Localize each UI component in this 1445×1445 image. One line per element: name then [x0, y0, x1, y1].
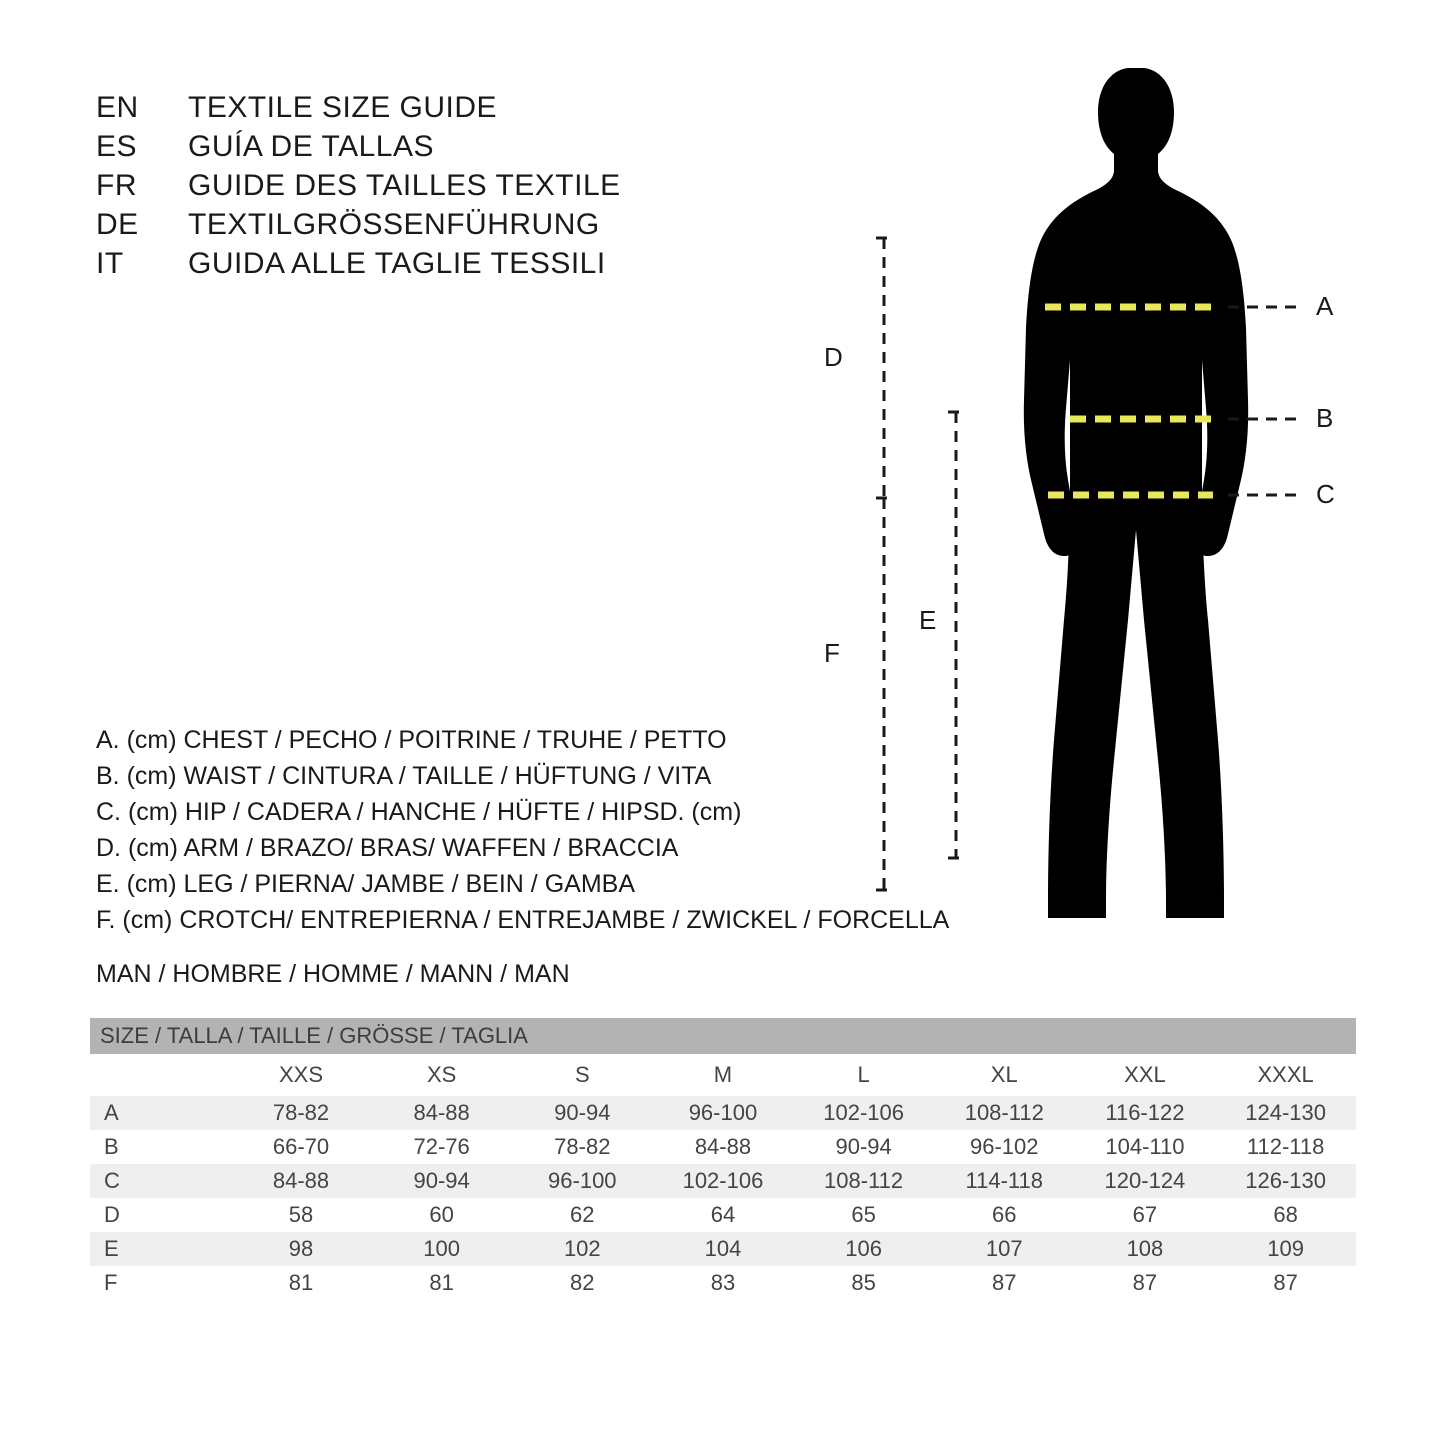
cell-c-m: 102-106 [653, 1164, 794, 1198]
cell-d-xl: 66 [934, 1198, 1075, 1232]
cell-e-l: 106 [793, 1232, 934, 1266]
column-header-s: S [512, 1054, 653, 1096]
row-label-a: A [90, 1096, 231, 1130]
legend-item-a: A. (cm) CHEST / PECHO / POITRINE / TRUHE / PETTO [96, 726, 727, 754]
table-row [90, 1130, 1356, 1164]
cell-b-l: 90-94 [793, 1130, 934, 1164]
column-header-xxs: XXS [231, 1054, 372, 1096]
title-text-fr: GUIDE DES TAILLES TEXTILE [188, 169, 621, 202]
column-header-l: L [793, 1054, 934, 1096]
legend-item-e: E. (cm) LEG / PIERNA/ JAMBE / BEIN / GAMBA [96, 870, 635, 898]
cell-e-m: 104 [653, 1232, 794, 1266]
cell-e-xs: 100 [371, 1232, 512, 1266]
title-text-it: GUIDA ALLE TAGLIE TESSILI [188, 247, 606, 280]
measurement-legend [96, 722, 950, 938]
cell-f-xs: 81 [371, 1266, 512, 1300]
cell-b-xl: 96-102 [934, 1130, 1075, 1164]
cell-b-xxl: 104-110 [1075, 1130, 1216, 1164]
cell-c-xxl: 120-124 [1075, 1164, 1216, 1198]
column-header-xs: XS [371, 1054, 512, 1096]
cell-a-xxl: 116-122 [1075, 1096, 1216, 1130]
title-lang-en: EN [96, 91, 139, 124]
row-label-c: C [90, 1164, 231, 1198]
cell-e-xxl: 108 [1075, 1232, 1216, 1266]
label-e: E [919, 605, 937, 635]
guide-bracket-d [876, 238, 892, 498]
row-label-d: D [90, 1198, 231, 1232]
cell-a-xxxl: 124-130 [1215, 1096, 1356, 1130]
table-row [90, 1164, 1356, 1198]
guide-bracket-f [876, 498, 892, 890]
table-row [90, 1096, 1356, 1130]
legend-item-d: D. (cm) ARM / BRAZO/ BRAS/ WAFFEN / BRACCIA [96, 834, 679, 862]
legend-item-b: B. (cm) WAIST / CINTURA / TAILLE / HÜFTUNG / VITA [96, 762, 712, 790]
cell-d-xxxl: 68 [1215, 1198, 1356, 1232]
title-lang-es: ES [96, 130, 138, 163]
size-table-wrapper [90, 1018, 1356, 1300]
legend-item-f: F. (cm) CROTCH/ ENTREPIERNA / ENTREJAMBE / ZWICKEL / FORCELLA [96, 906, 950, 934]
cell-e-xxs: 98 [231, 1232, 372, 1266]
title-lang-fr: FR [96, 169, 137, 202]
title-row [96, 88, 796, 127]
cell-a-xl: 108-112 [934, 1096, 1075, 1130]
cell-e-xxxl: 109 [1215, 1232, 1356, 1266]
cell-c-xxxl: 126-130 [1215, 1164, 1356, 1198]
cell-d-xs: 60 [371, 1198, 512, 1232]
cell-f-xl: 87 [934, 1266, 1075, 1300]
cell-f-xxl: 87 [1075, 1266, 1216, 1300]
column-header-xxl: XXL [1075, 1054, 1216, 1096]
cell-b-xs: 72-76 [371, 1130, 512, 1164]
cell-c-xxs: 84-88 [231, 1164, 372, 1198]
label-d: D [824, 342, 843, 372]
cell-b-xxxl: 112-118 [1215, 1130, 1356, 1164]
cell-b-m: 84-88 [653, 1130, 794, 1164]
cell-d-s: 62 [512, 1198, 653, 1232]
cell-d-xxl: 67 [1075, 1198, 1216, 1232]
cell-c-xs: 90-94 [371, 1164, 512, 1198]
cell-f-m: 83 [653, 1266, 794, 1300]
label-f: F [824, 638, 840, 668]
cell-f-xxxl: 87 [1215, 1266, 1356, 1300]
cell-c-xl: 114-118 [934, 1164, 1075, 1198]
label-c: C [1316, 479, 1335, 509]
legend-item-c: C. (cm) HIP / CADERA / HANCHE / HÜFTE / HIPSD. (cm) [96, 798, 742, 826]
row-label-f: F [90, 1266, 231, 1300]
row-label-b: B [90, 1130, 231, 1164]
table-band-label: SIZE / TALLA / TAILLE / GRÖSSE / TAGLIA [90, 1018, 1356, 1054]
cell-c-s: 96-100 [512, 1164, 653, 1198]
cell-a-s: 90-94 [512, 1096, 653, 1130]
title-row [96, 166, 796, 205]
table-row [90, 1266, 1356, 1300]
table-row [90, 1198, 1356, 1232]
title-lang-de: DE [96, 208, 139, 241]
column-header-xl: XL [934, 1054, 1075, 1096]
cell-f-s: 82 [512, 1266, 653, 1300]
cell-a-xxs: 78-82 [231, 1096, 372, 1130]
label-a: A [1316, 291, 1334, 321]
title-row [96, 205, 796, 244]
column-header-m: M [653, 1054, 794, 1096]
measurement-guides [830, 60, 1390, 940]
figure-diagram [824, 60, 1390, 940]
table-corner-cell [90, 1054, 231, 1096]
title-block [96, 88, 796, 283]
gender-label: MAN / HOMBRE / HOMME / MANN / MAN [96, 960, 570, 988]
label-b: B [1316, 403, 1334, 433]
row-label-e: E [90, 1232, 231, 1266]
cell-a-l: 102-106 [793, 1096, 934, 1130]
cell-d-xxs: 58 [231, 1198, 372, 1232]
table-row [90, 1232, 1356, 1266]
title-text-en: TEXTILE SIZE GUIDE [188, 91, 498, 124]
title-lang-it: IT [96, 247, 124, 280]
guide-bracket-e [948, 412, 964, 858]
title-text-es: GUÍA DE TALLAS [188, 130, 434, 163]
cell-e-s: 102 [512, 1232, 653, 1266]
cell-b-s: 78-82 [512, 1130, 653, 1164]
cell-a-xs: 84-88 [371, 1096, 512, 1130]
title-row [96, 244, 796, 283]
cell-c-l: 108-112 [793, 1164, 934, 1198]
cell-d-l: 65 [793, 1198, 934, 1232]
title-row [96, 127, 796, 166]
cell-b-xxs: 66-70 [231, 1130, 372, 1164]
cell-f-xxs: 81 [231, 1266, 372, 1300]
table-band-row [90, 1018, 1356, 1054]
column-header-xxxl: XXXL [1215, 1054, 1356, 1096]
cell-e-xl: 107 [934, 1232, 1075, 1266]
size-table [90, 1018, 1356, 1300]
table-header-row [90, 1054, 1356, 1096]
cell-f-l: 85 [793, 1266, 934, 1300]
title-text-de: TEXTILGRÖSSENFÜHRUNG [188, 208, 600, 241]
cell-d-m: 64 [653, 1198, 794, 1232]
cell-a-m: 96-100 [653, 1096, 794, 1130]
